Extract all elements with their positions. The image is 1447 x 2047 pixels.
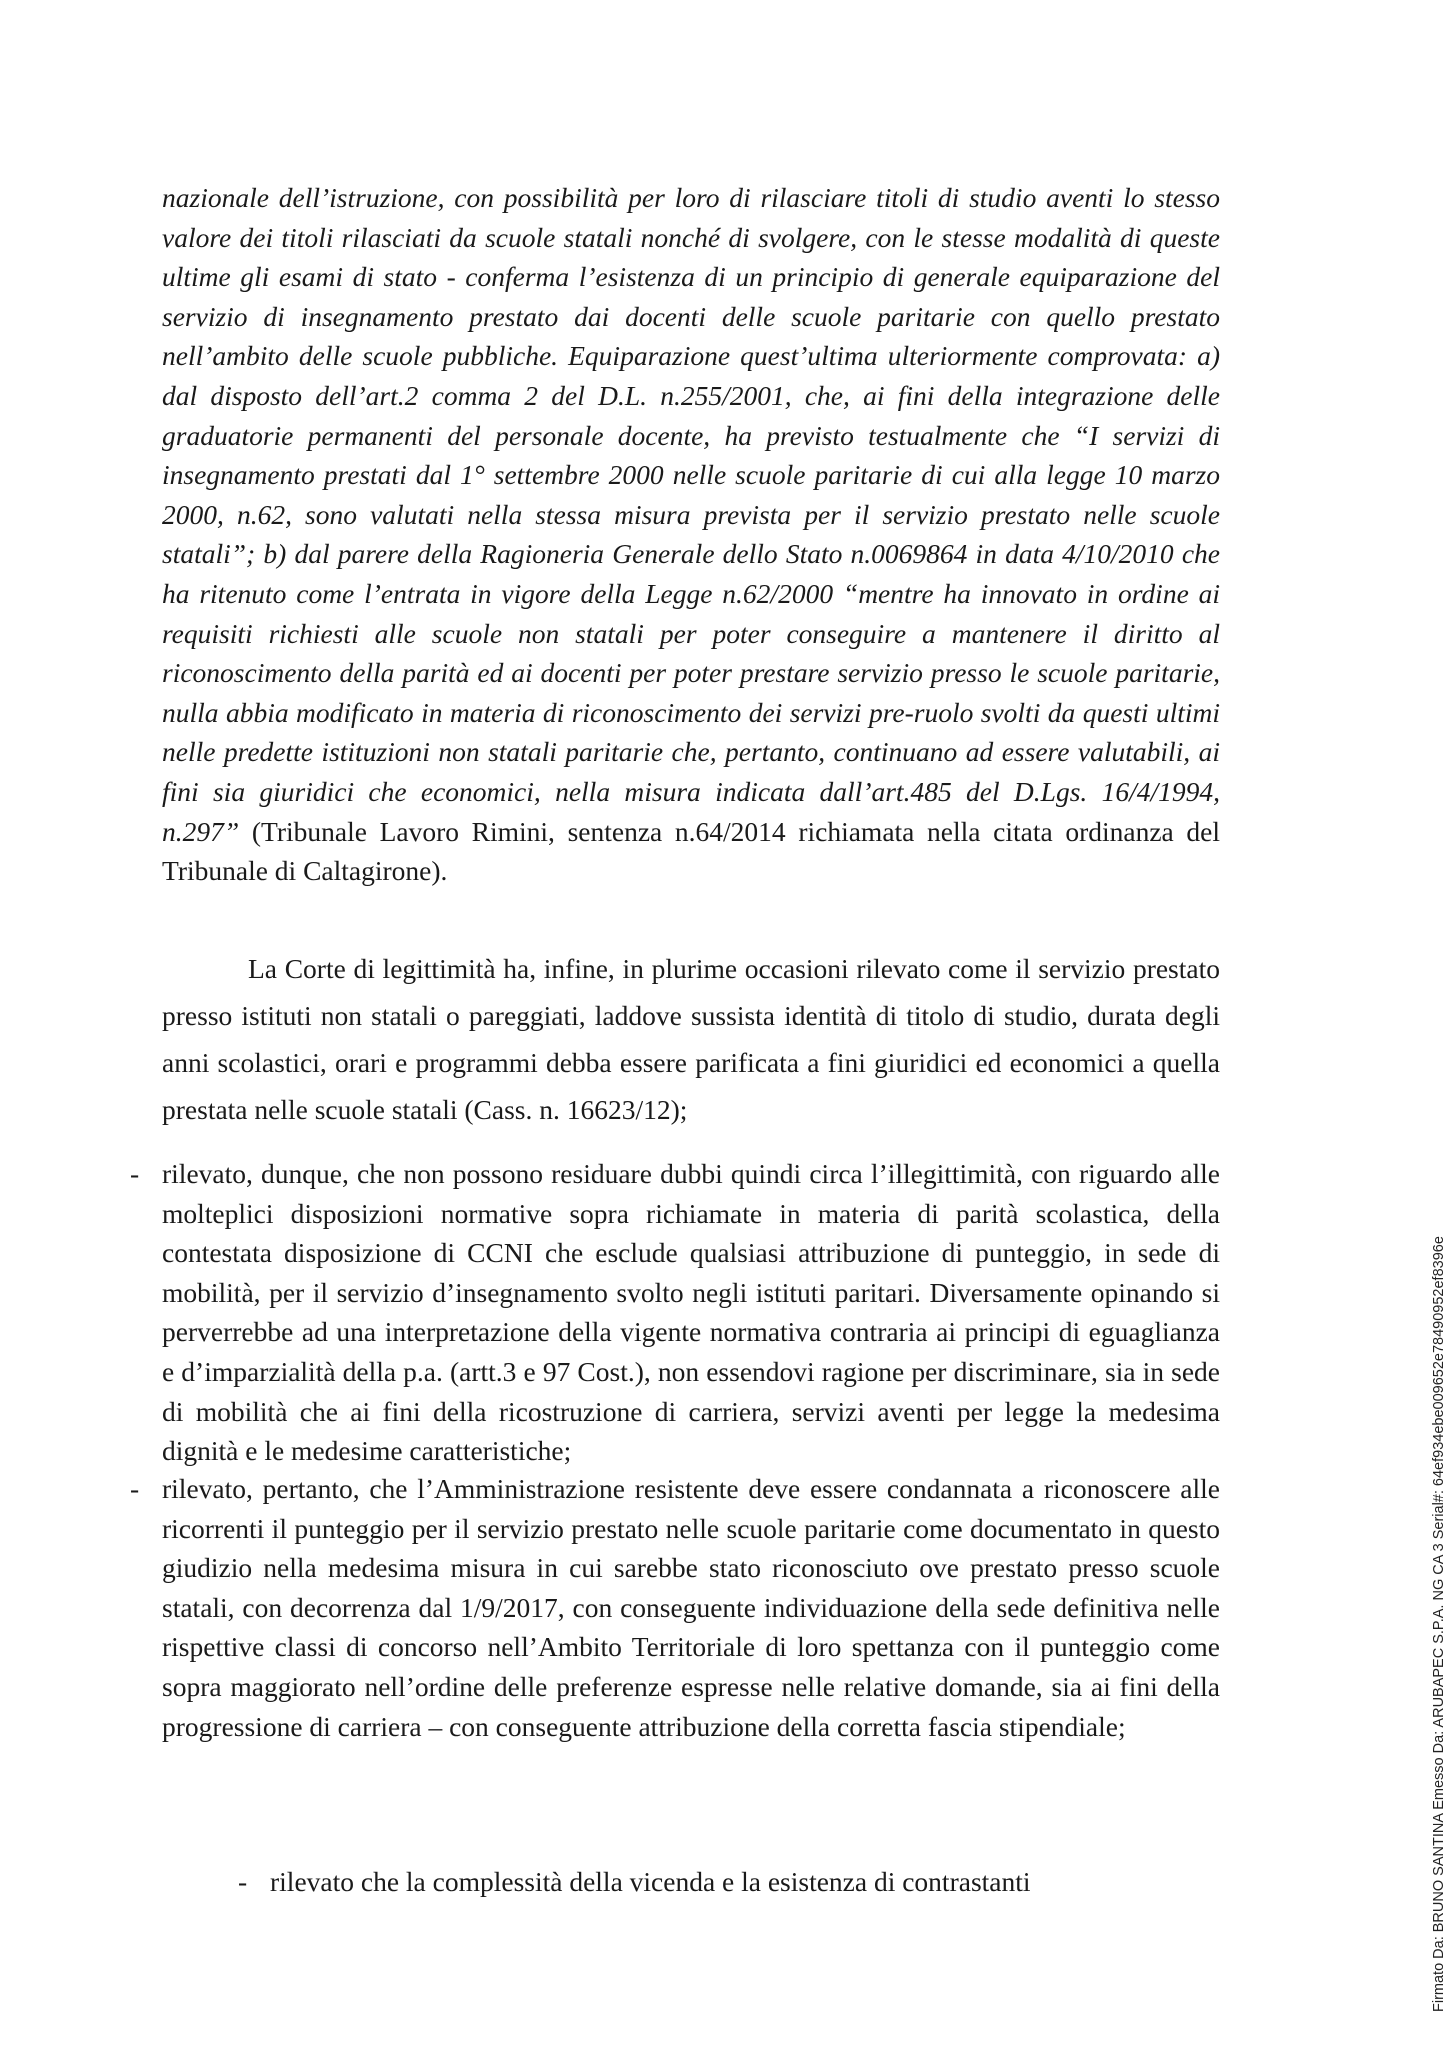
list-dash: - <box>130 1473 140 1504</box>
list-item <box>130 1154 1220 1471</box>
digital-signature-stamp: Firmato Da: BRUNO SANTINA Emesso Da: ARUBAPEC S.P.A. NG CA 3 Serial#: 64ef934ebe009652e78490952ef8396e <box>1431 1236 1447 2012</box>
body-paragraph: La Corte di legittimità ha, infine, in plurime occasioni rilevato come il servizio prestato presso istituti non statali o pareggiati, laddove sussista identità di titolo di studio, durata degli anni scolastici, orari e programmi debba essere parificata a fini giuridici ed economici a quella prestata nelle scuole statali (Cass. n. 16623/12); <box>162 953 1220 1125</box>
list-item-text: rilevato che la complessità della vicenda e la esistenza di contrastanti <box>270 1866 1031 1897</box>
list-dash: - <box>238 1866 248 1897</box>
list-item-text: rilevato, dunque, che non possono residuare dubbi quindi circa l’illegittimità, con riguardo alle molteplici disposizioni normative sopra richiamate in materia di parità scolastica, della contestata disposizione di CCNI che esclude qualsiasi attribuzione di punteggio, in sede di mobilità, per il servizio d’insegnamento svolto negli istituti paritari. Diversamente opinando si perverrebbe ad una interpretazione della vigente normativa contraria ai principi di eguaglianza e d’imparzialità della p.a. (artt.3 e 97 Cost.), non essendovi ragione per discriminare, sia in sede di mobilità che ai fini della ricostruzione di carriera, servizi aventi per legge la medesima dignità e le medesime caratteristiche; <box>162 1158 1220 1467</box>
list-dash: - <box>130 1158 140 1189</box>
list-item-text: rilevato, pertanto, che l’Amministrazione resistente deve essere condannata a riconoscere alle ricorrenti il punteggio per il servizio prestato nelle scuole paritarie come documentato in questo giudizio nella medesima misura in cui sarebbe stato riconosciuto ove prestato presso scuole statali, con decorrenza dal 1/9/2017, con conseguente individuazione della sede definitiva nelle rispettive classi di concorso nell’Ambito Territoriale di loro spettanza con il punteggio come sopra maggiorato nell’ordine delle preferenze espresse nelle relative domande, sia ai fini della progressione di carriera – con conseguente attribuzione della corretta fascia stipendiale; <box>162 1473 1220 1742</box>
list-item <box>238 1862 1220 1902</box>
list-item <box>130 1469 1220 1746</box>
quoted-passage <box>162 178 1220 891</box>
quoted-text: nazionale dell’istruzione, con possibilità per loro di rilasciare titoli di studio aventi lo stesso valore dei titoli rilasciati da scuole statali nonché di svolgere, con le stesse modalità di queste ultime gli esami di stato - conferma l’esistenza di un principio di generale equiparazione del servizio di insegnamento prestato dai docenti delle scuole paritarie con quello prestato nell’ambito delle scuole pubbliche. Equiparazione quest’ultima ulteriormente comprovata: a) dal disposto dell’art.2 comma 2 del D.L. n.255/2001, che, ai fini della integrazione delle graduatorie permanenti del personale docente, ha previsto testualmente che “I servizi di insegnamento prestati dal 1° settembre 2000 nelle scuole paritarie di cui alla legge 10 marzo 2000, n.62, sono valutati nella stessa misura prevista per il servizio prestato nelle scuole statali”; b) dal parere della Ragioneria Generale dello Stato n.0069864 in data 4/10/2010 che ha ritenuto come l’entrata in vigore della Legge n.62/2000 “mentre ha innovato in ordine ai requisiti richiesti alle scuole non statali per poter conseguire a mantenere il diritto al riconoscimento della parità ed ai docenti per poter prestare servizio presso le scuole paritarie, nulla abbia modificato in materia di riconoscimento dei servizi pre-ruolo svolti da questi ultimi nelle predette istituzioni non statali paritarie che, pertanto, continuano ad essere valutabili, ai fini sia giuridici che economici, nella misura indicata dall’art.485 del D.Lgs. 16/4/1994, n.297” <box>162 182 1220 847</box>
quote-citation: (Tribunale Lavoro Rimini, sentenza n.64/2014 richiamata nella citata ordinanza del Tribunale di Caltagirone). <box>162 815 1220 887</box>
